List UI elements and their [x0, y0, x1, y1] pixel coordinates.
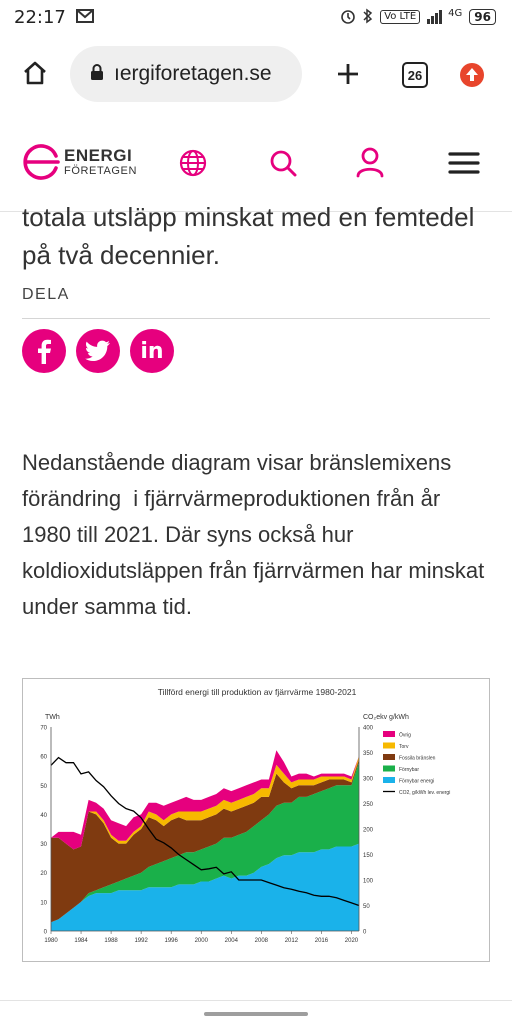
y2-tick-label: 150: [363, 853, 374, 859]
y2-tick-label: 0: [363, 929, 367, 936]
facebook-share-button[interactable]: [22, 329, 66, 373]
logo-line1: ENERGI: [64, 146, 133, 165]
x-tick-label: 2012: [284, 938, 299, 944]
alarm-icon: [340, 8, 356, 27]
bottom-divider: [0, 1000, 512, 1001]
y-tick-label: 10: [40, 900, 47, 907]
article-body-text: Nedanstående diagram visar bränslemixens förändring i fjärrvärmeproduktionen från år 1980 till 2021. Där syns också hur koldioxidutsläppen från fjärrvärmen har minskat under samma tid.: [22, 450, 491, 619]
home-indicator[interactable]: [204, 1012, 308, 1016]
linkedin-icon: in: [140, 338, 164, 364]
article-intro: totala utsläpp minskat med en femtedel på två decennier.: [22, 202, 475, 270]
x-tick-label: 2000: [194, 938, 208, 944]
legend-label: Övrig: [399, 732, 411, 739]
legend-swatch: [383, 743, 395, 749]
legend-label: Förnybar: [399, 767, 420, 773]
update-icon[interactable]: [458, 61, 486, 89]
battery-indicator: 96: [469, 9, 496, 25]
twitter-share-button[interactable]: [76, 329, 120, 373]
fuel-mix-chart: [22, 678, 490, 962]
url-text: ıergiforetagen.se: [114, 62, 272, 85]
x-tick-label: 2004: [224, 938, 238, 944]
facebook-icon: [33, 338, 55, 364]
address-bar[interactable]: [70, 46, 302, 102]
x-tick-label: 1980: [44, 938, 58, 944]
linkedin-share-button[interactable]: [130, 329, 174, 373]
browser-toolbar: [0, 34, 512, 114]
share-label: DELA: [22, 286, 70, 303]
share-buttons: [22, 329, 492, 373]
legend-swatch: [383, 766, 395, 772]
legend-label: Torv: [399, 744, 409, 750]
chart-ylabel: TWh: [45, 714, 60, 721]
y2-tick-label: 200: [363, 827, 374, 834]
y-tick-label: 60: [40, 754, 47, 761]
y2-tick-label: 350: [363, 751, 374, 757]
y2-tick-label: 50: [363, 904, 370, 910]
status-bar: [0, 0, 512, 34]
signal-icon: [427, 8, 449, 27]
legend-label: Fossila bränslen: [399, 755, 436, 762]
x-tick-label: 1988: [104, 938, 118, 944]
energiforetagen-logo[interactable]: [22, 144, 137, 180]
x-tick-label: 2008: [254, 938, 269, 944]
chart-y2label: CO₂ekv g/kWh: [363, 714, 409, 721]
legend-swatch: [383, 731, 395, 737]
tab-count: 26: [402, 62, 428, 88]
chart-svg: [23, 679, 491, 963]
x-tick-label: 1992: [134, 938, 148, 944]
y2-tick-label: 400: [363, 725, 374, 732]
bluetooth-icon: [363, 8, 373, 27]
user-icon[interactable]: [354, 146, 386, 178]
search-icon[interactable]: [268, 148, 298, 178]
x-tick-label: 2020: [344, 938, 359, 944]
logo-mark-icon: [22, 144, 60, 180]
x-tick-label: 1984: [74, 938, 88, 944]
chart-title: Tillförd energi till produktion av fjärrvärme 1980-2021: [157, 687, 357, 697]
home-icon[interactable]: [20, 58, 50, 88]
gmail-icon: [76, 7, 94, 28]
new-tab-icon[interactable]: [334, 60, 362, 88]
menu-icon[interactable]: [447, 150, 481, 176]
x-tick-label: 1996: [164, 938, 178, 944]
globe-icon[interactable]: [178, 148, 208, 178]
y-tick-label: 40: [40, 812, 47, 819]
y-tick-label: 0: [43, 929, 47, 936]
network-type: 4G: [448, 7, 463, 19]
article-content: [22, 202, 492, 625]
legend-swatch: [383, 777, 395, 783]
x-tick-label: 2016: [314, 938, 329, 944]
y2-tick-label: 250: [363, 802, 374, 808]
share-divider: [22, 318, 490, 319]
tab-switcher-button[interactable]: [400, 60, 430, 90]
legend-label: CO2, g/kWh lev. energi: [399, 790, 451, 796]
y-tick-label: 30: [40, 842, 47, 849]
logo-line2: FÖRETAGEN: [64, 165, 138, 177]
y2-tick-label: 300: [363, 776, 374, 783]
status-time: 22:17: [14, 6, 66, 28]
legend-label: Förnybar energi: [399, 778, 435, 785]
lock-icon: [90, 63, 104, 86]
legend-swatch: [383, 754, 395, 760]
volte-badge: Vo LTE: [380, 10, 420, 24]
twitter-icon: [85, 340, 111, 362]
y-tick-label: 20: [40, 871, 47, 878]
y2-tick-label: 100: [363, 878, 374, 885]
y-tick-label: 50: [40, 783, 47, 790]
y-tick-label: 70: [40, 725, 47, 732]
